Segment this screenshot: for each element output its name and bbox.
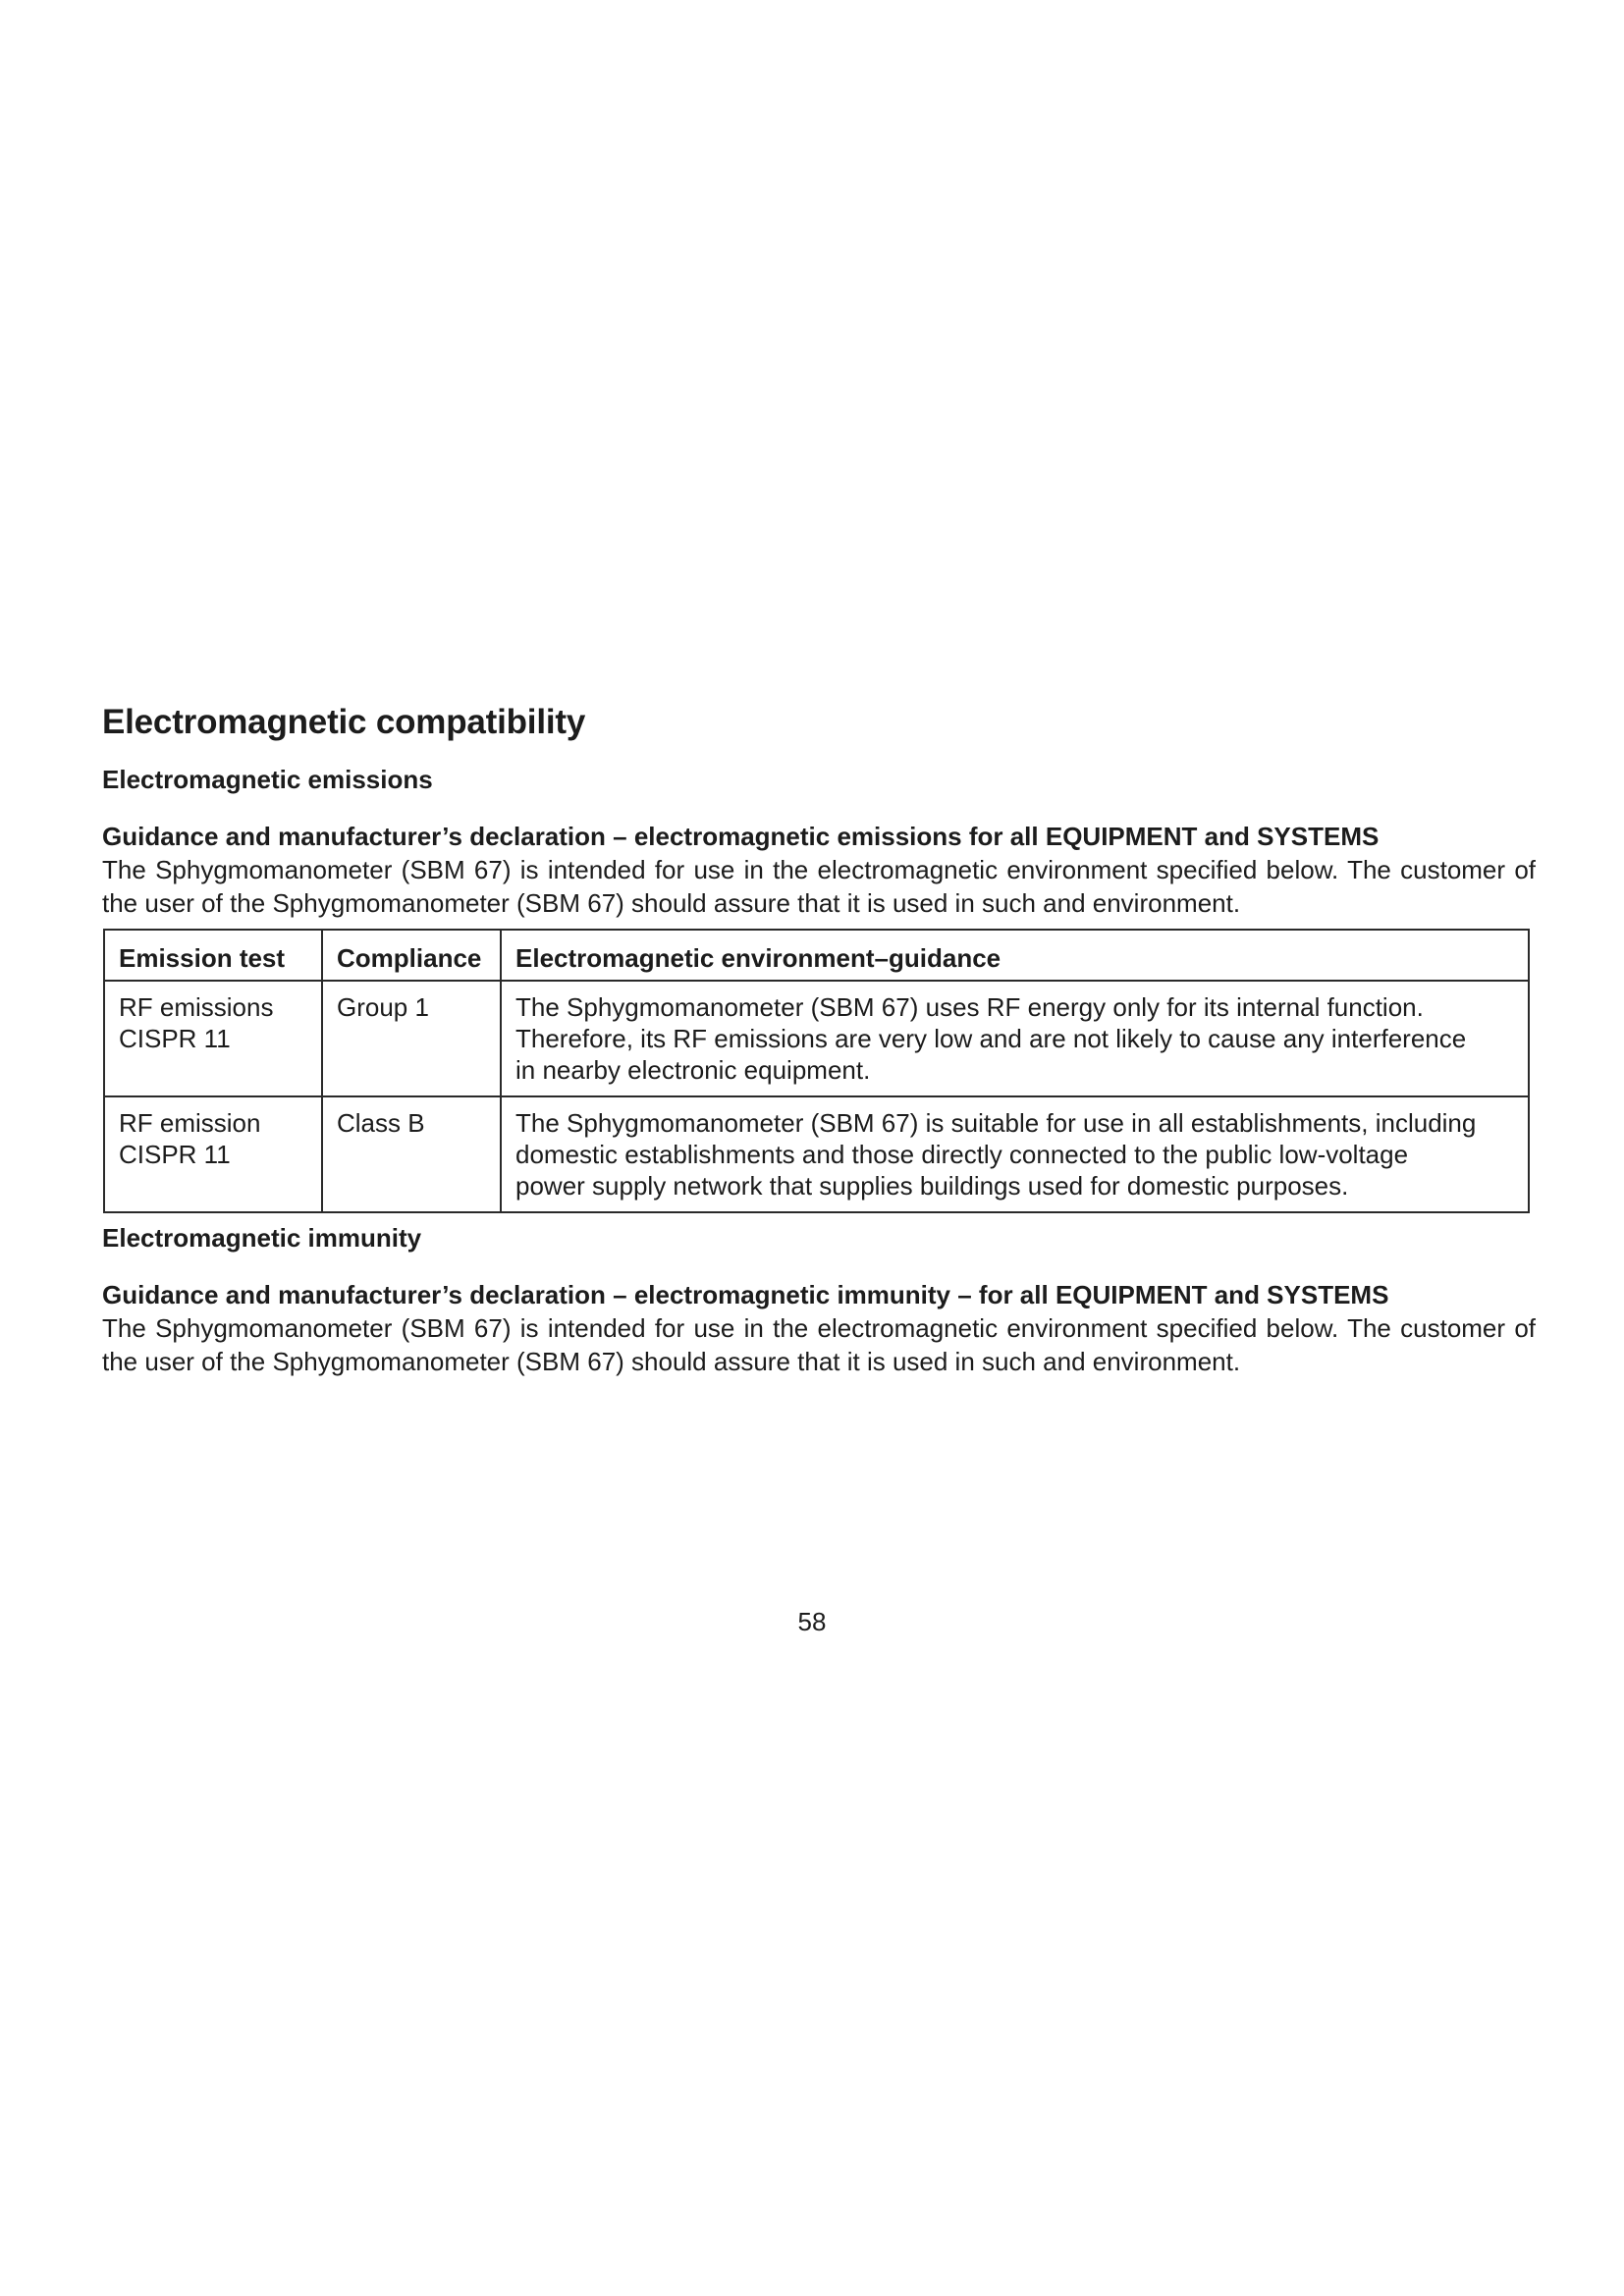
- guidance-line: The Sphygmomanometer (SBM 67) is suitable for use in all establishments, including: [515, 1108, 1477, 1138]
- cell-emission-test: [104, 981, 322, 1096]
- header-compliance: Compliance: [322, 930, 501, 981]
- guidance-line: Therefore, its RF emissions are very low and are not likely to cause any interference: [515, 1024, 1467, 1053]
- emission-test-standard: CISPR 11: [119, 1140, 231, 1169]
- cell-compliance: Group 1: [322, 981, 501, 1096]
- table-row: [104, 1096, 1529, 1212]
- emission-test-name: RF emissions: [119, 992, 274, 1022]
- page-title: Electromagnetic compatibility: [102, 703, 586, 741]
- immunity-declaration-title: Guidance and manufacturer’s declaration – electromagnetic immunity – for all EQUIPMENT and SYSTEMS: [102, 1280, 1389, 1309]
- section-heading-immunity: Electromagnetic immunity: [102, 1223, 422, 1253]
- header-emission-test: Emission test: [104, 930, 322, 981]
- cell-compliance: Class B: [322, 1096, 501, 1212]
- guidance-line: in nearby electronic equipment.: [515, 1055, 871, 1085]
- guidance-line: domestic establishments and those directly connected to the public low-voltage: [515, 1140, 1409, 1169]
- emissions-declaration-text: The Sphygmomanometer (SBM 67) is intended for use in the electromagnetic environment specified below. The customer of the user of the Sphygmomanometer (SBM 67) should assure that it is used in such and environment.: [102, 855, 1536, 918]
- immunity-declaration: [102, 1278, 1536, 1378]
- emissions-declaration: [102, 820, 1536, 920]
- section-heading-emissions: Electromagnetic emissions: [102, 765, 433, 794]
- guidance-line: The Sphygmomanometer (SBM 67) uses RF energy only for its internal function.: [515, 992, 1424, 1022]
- guidance-line: power supply network that supplies buildings used for domestic purposes.: [515, 1171, 1349, 1201]
- emissions-table: [103, 929, 1530, 1213]
- page-number: 58: [797, 1607, 827, 1636]
- table-header-row: [104, 930, 1529, 981]
- emissions-declaration-title: Guidance and manufacturer’s declaration – electromagnetic emissions for all EQUIPMENT and SYSTEMS: [102, 822, 1380, 851]
- immunity-declaration-text: The Sphygmomanometer (SBM 67) is intended for use in the electromagnetic environment specified below. The customer of the user of the Sphygmomanometer (SBM 67) should assure that it is used in such and environment.: [102, 1313, 1536, 1376]
- cell-guidance: [501, 1096, 1529, 1212]
- cell-guidance: [501, 981, 1529, 1096]
- cell-emission-test: [104, 1096, 322, 1212]
- table-row: [104, 981, 1529, 1096]
- emission-test-name: RF emission: [119, 1108, 261, 1138]
- header-guidance: Electromagnetic environment–guidance: [501, 930, 1529, 981]
- emission-test-standard: CISPR 11: [119, 1024, 231, 1053]
